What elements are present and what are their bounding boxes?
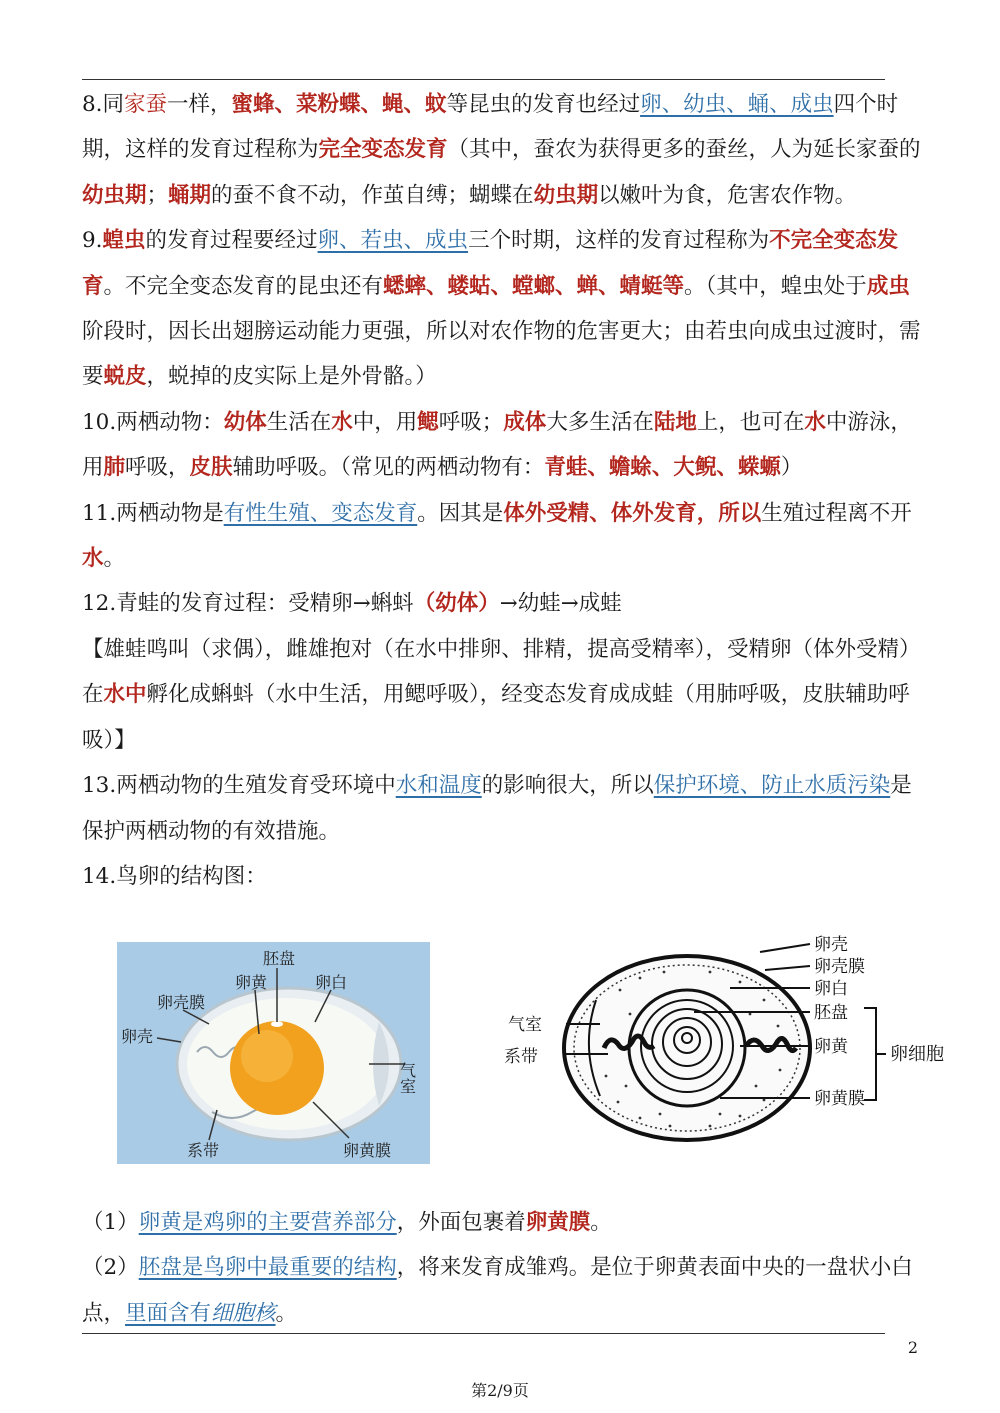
pointer xyxy=(765,966,810,970)
egg-cell-bracket xyxy=(864,1008,886,1100)
label-chalaza-right: 系带 xyxy=(504,1047,538,1067)
text-highlight: 水 xyxy=(804,409,826,435)
text: ； xyxy=(146,182,169,208)
text-highlight: 成体 xyxy=(503,409,547,435)
label-egg-cell: 卵细胞 xyxy=(890,1044,944,1065)
label-shell-membrane: 卵壳膜 xyxy=(814,957,865,977)
text-underlined: 水和温度 xyxy=(395,773,482,799)
text-underlined: 卵、若虫、成虫 xyxy=(317,228,469,254)
bottom-rule xyxy=(82,1333,885,1334)
text-underlined: 卵、幼虫、蛹、成虫 xyxy=(640,92,834,117)
text: 。 xyxy=(590,1210,612,1235)
label-germinal-disc: 胚盘 xyxy=(814,1003,848,1023)
text: 。 xyxy=(275,1300,298,1326)
paragraph-13 xyxy=(82,763,922,854)
text: 等昆虫的发育也经过 xyxy=(446,92,641,117)
document-body xyxy=(82,82,922,899)
text: ） xyxy=(780,455,803,481)
text-highlight: 陆地 xyxy=(653,409,697,435)
label-vitelline-membrane: 卵黄膜 xyxy=(814,1089,865,1109)
text-highlight: 水 xyxy=(82,546,104,572)
text-underlined: 卵黄是鸡卵的主要营养部分 xyxy=(138,1210,397,1235)
text: 中，用 xyxy=(352,409,418,435)
label-shell: 卵壳 xyxy=(814,935,848,955)
paragraph-10 xyxy=(82,400,922,491)
paragraph-12-detail xyxy=(82,627,922,763)
text: 大多生活在 xyxy=(546,409,654,435)
text: 。因其是 xyxy=(417,500,504,526)
text-highlight: 肺 xyxy=(103,455,126,481)
text-highlight: 家蚕 xyxy=(124,92,168,117)
note-1 xyxy=(82,1200,922,1245)
text: 12.青蛙的发育过程：受精卵→蝌蚪 xyxy=(82,591,414,617)
text-highlight: 蟋蟀、蝼蛄、螳螂、蝉、蜻蜓等 xyxy=(383,273,685,299)
text-highlight: 水中 xyxy=(103,682,147,708)
top-rule xyxy=(82,79,885,80)
text: 呼吸； xyxy=(438,409,504,435)
text: 是保护两栖动物的有效措施。 xyxy=(82,773,912,844)
text-highlight: 蝗虫 xyxy=(102,228,146,254)
text: 中游泳，用 xyxy=(82,409,912,481)
label-albumen: 卵白 xyxy=(315,973,348,992)
label-air-cell-right: 气室 xyxy=(508,1015,542,1035)
text: 孵化成蝌蚪（水中生活，用鳃呼吸），经变态发育成成蛙（用肺呼吸，皮肤辅助呼吸）】 xyxy=(82,682,910,753)
text: 上，也可在 xyxy=(696,409,805,435)
text: 生殖过程离不开 xyxy=(761,500,912,526)
text-highlight: 蜕皮 xyxy=(103,364,147,390)
text: 的发育过程要经过 xyxy=(145,228,318,254)
text-highlight: 不完全变态发育 xyxy=(82,228,899,299)
text-highlight: 成虫 xyxy=(866,273,910,299)
text-underlined-italic: 细胞核 xyxy=(211,1300,276,1326)
text-highlight: 蛹期 xyxy=(168,182,212,208)
text-highlight: 体外受精、体外发育，所以 xyxy=(503,500,762,526)
label-shell-membrane: 卵壳膜 xyxy=(157,993,206,1012)
label-shell: 卵壳 xyxy=(121,1027,154,1046)
text: 。 xyxy=(103,546,126,572)
text: 。不完全变态发育的昆虫还有 xyxy=(103,273,384,299)
text: 三个时期，这样的发育过程称为 xyxy=(468,228,770,254)
text: 以嫩叶为食，危害农作物。 xyxy=(598,182,857,208)
paragraph-14 xyxy=(82,854,922,899)
text: 生活在 xyxy=(266,409,332,435)
yolk-highlight xyxy=(241,1030,293,1082)
text-underlined: 保护环境、防止水质污染 xyxy=(653,773,891,799)
text-highlight: 水 xyxy=(331,409,353,435)
text: （2） xyxy=(82,1255,139,1281)
text: 四个时期，这样的发育过程称为 xyxy=(82,92,899,163)
text-highlight: 青蛙、蟾蜍、大鲵、蝾螈 xyxy=(544,455,781,481)
text: →幼蛙→成蛙 xyxy=(499,591,622,617)
text-highlight: 幼虫期 xyxy=(82,182,147,208)
egg-color-illustration xyxy=(117,942,430,1164)
text-highlight: （幼体） xyxy=(413,591,500,617)
notes-section xyxy=(82,1200,922,1336)
text: 8.同 xyxy=(82,92,125,117)
text-underlined: 有性生殖、变态发育 xyxy=(223,500,418,526)
paragraph-8 xyxy=(82,82,922,218)
pointer xyxy=(157,1038,181,1042)
text: 11.两栖动物是 xyxy=(82,500,224,526)
label-yolk: 卵黄 xyxy=(814,1037,848,1057)
egg-structure-line-figure xyxy=(560,930,980,1160)
text: 呼吸， xyxy=(125,455,190,481)
label-air-cell: 气室 xyxy=(397,1062,417,1094)
label-germinal-disc: 胚盘 xyxy=(263,949,296,968)
note-2 xyxy=(82,1245,922,1336)
paragraph-12 xyxy=(82,581,922,626)
text-highlight: 蜜蜂、菜粉蝶、蝇、蚊 xyxy=(231,92,447,117)
text: ，将来发育成雏鸡。是位于卵黄表面中央的一盘状小白点， xyxy=(82,1255,913,1326)
page-footer: 第2/9页 xyxy=(471,1381,529,1400)
text-highlight: 幼体 xyxy=(223,409,267,435)
text: （其中，蚕农为获得更多的蚕丝，人为延长家蚕的 xyxy=(447,137,921,163)
text-highlight: 皮肤 xyxy=(189,455,233,481)
label-yolk: 卵黄 xyxy=(235,973,268,992)
paragraph-11 xyxy=(82,491,922,582)
text-highlight: 完全变态发育 xyxy=(318,137,448,163)
label-chalaza: 系带 xyxy=(187,1141,220,1160)
text-underlined: 里面含有 xyxy=(125,1300,212,1326)
text: 【雄蛙鸣叫（求偶），雌雄抱对（在水中排卵、排精，提高受精率），受精卵（体外受精）在 xyxy=(82,636,921,708)
text: ，蜕掉的皮实际上是外骨骼。） xyxy=(146,364,437,390)
egg-line-illustration xyxy=(560,930,980,1160)
text: ，外面包裹着 xyxy=(396,1210,526,1235)
label-vitelline-membrane: 卵黄膜 xyxy=(343,1141,392,1160)
paragraph-9 xyxy=(82,218,922,400)
text: 的影响很大，所以 xyxy=(481,773,654,799)
text: 9. xyxy=(82,228,103,254)
text-underlined: 胚盘是鸟卵中最重要的结构 xyxy=(138,1255,397,1281)
text: 。（其中，蝗虫处于 xyxy=(684,273,867,299)
text: 的蚕不食不动，作茧自缚；蝴蝶在 xyxy=(211,182,534,208)
text: 10.两栖动物： xyxy=(82,409,224,435)
text: 辅助呼吸。（常见的两栖动物有： xyxy=(232,455,545,481)
text: 一样， xyxy=(167,92,232,117)
text: 14.鸟卵的结构图： xyxy=(82,863,267,889)
pointer xyxy=(760,944,810,952)
page-number: 2 xyxy=(907,1338,918,1357)
label-albumen: 卵白 xyxy=(814,979,848,999)
text: 13.两栖动物的生殖发育受环境中 xyxy=(82,773,396,799)
text-highlight: 卵黄膜 xyxy=(525,1210,591,1235)
text: 阶段时，因长出翅膀运动能力更强，所以对农作物的危害更大；由若虫向成虫过渡时，需要 xyxy=(82,319,921,390)
text-highlight: 幼虫期 xyxy=(533,182,599,208)
text: （1） xyxy=(82,1210,139,1235)
egg-structure-color-figure xyxy=(117,942,430,1164)
text-highlight: 鳃 xyxy=(417,409,439,435)
